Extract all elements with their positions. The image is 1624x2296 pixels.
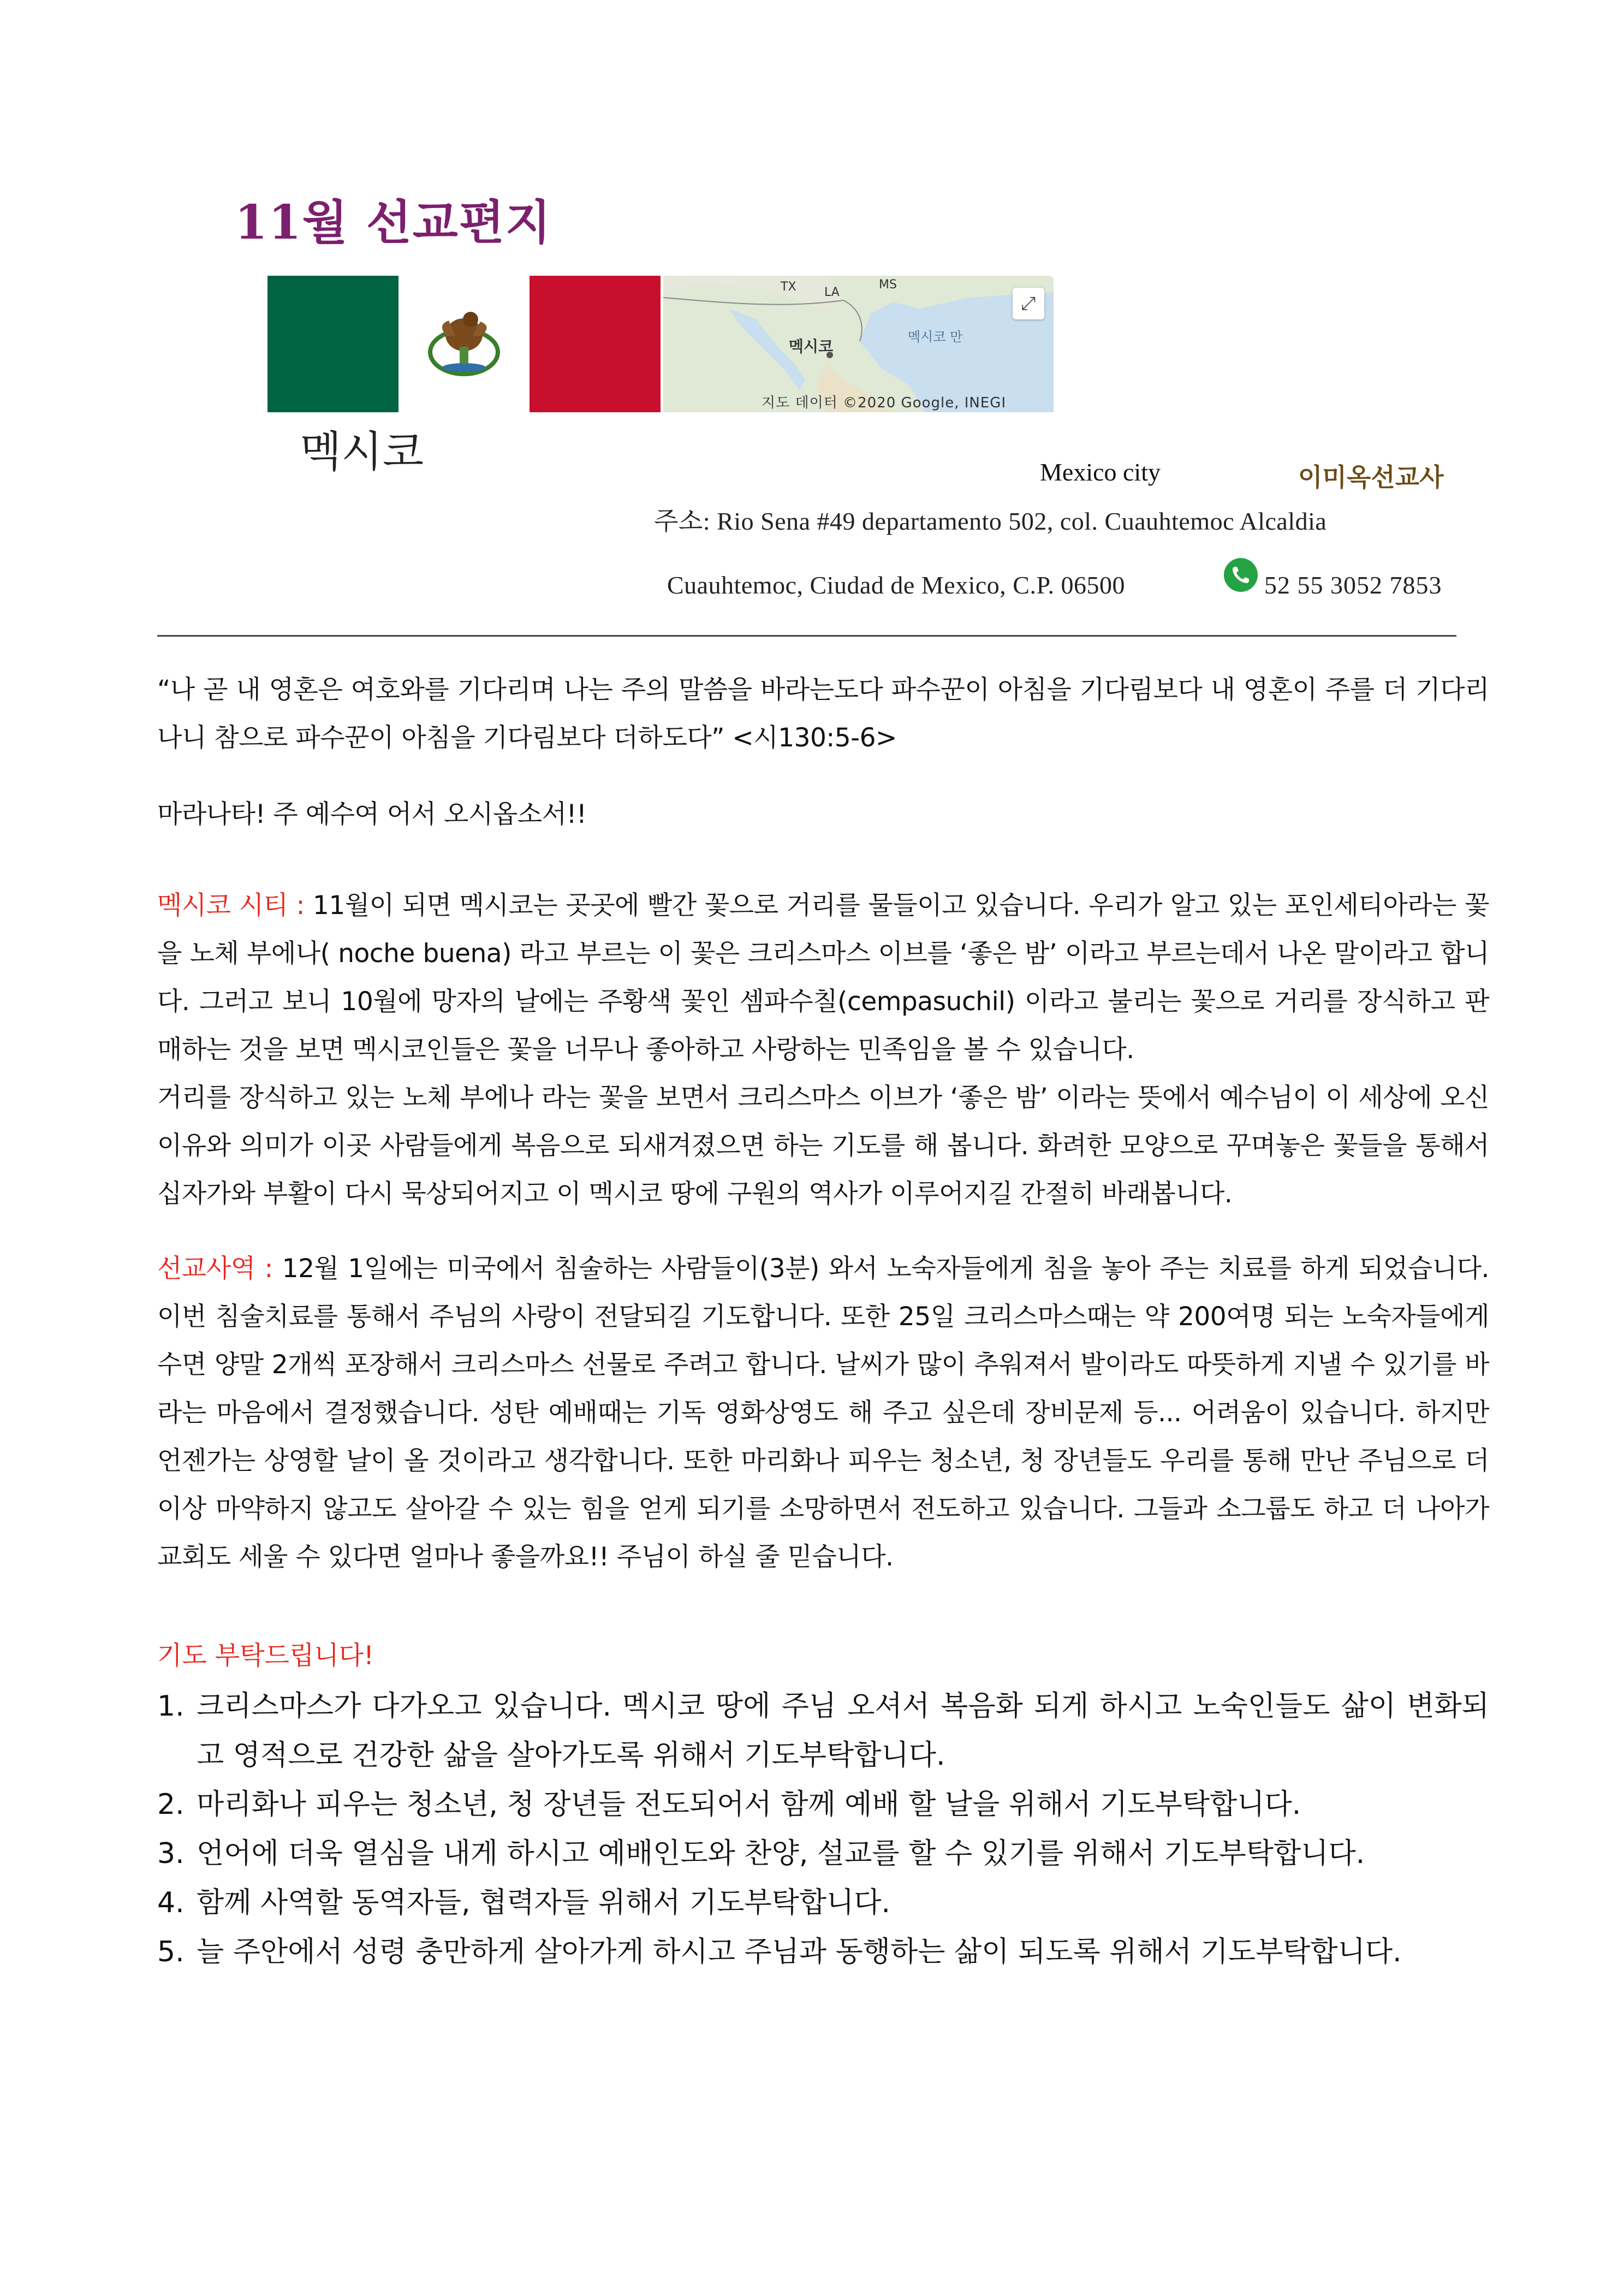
prayer-item-number: 1. bbox=[157, 1690, 185, 1723]
map-expand-button[interactable] bbox=[1013, 288, 1044, 319]
map-thumbnail[interactable] bbox=[663, 276, 1054, 412]
prayer-item bbox=[157, 1878, 1489, 1927]
missionary-name: 이미옥선교사 bbox=[1298, 462, 1444, 492]
prayer-item bbox=[157, 1780, 1489, 1829]
map-credit: 지도 데이터 ©2020 Google, INEGI bbox=[762, 395, 1007, 411]
phone-number: 52 55 3052 7853 bbox=[1264, 571, 1442, 599]
mexico-flag bbox=[267, 276, 661, 412]
prayer-item bbox=[157, 1829, 1489, 1878]
phone-icon bbox=[1224, 558, 1258, 592]
prayer-item-number: 3. bbox=[157, 1837, 185, 1870]
prayer-item bbox=[157, 1927, 1489, 1977]
country-label: 멕시코 bbox=[300, 428, 424, 477]
map-label-mexico: 멕시코 bbox=[789, 337, 834, 355]
divider bbox=[157, 635, 1456, 637]
section-mission-work-text: 12월 1일에는 미국에서 침술하는 사람들이(3분) 와서 노숙자들에게 침을 놓아 주는 치료를 하게 되었습니다. 이번 침술치료를 통해서 주님의 사랑이 전달되길 기도합니다. 또한 25일 크리스마스때는 약 200여명 되는 노숙자들에게 수면 양말 2개씩 포장해서 크리스마스 선물로 주려고 합니다. 날씨가 많이 추워져서 발이라도 따뜻하게 지낼 수 있기를 바라는 마음에서 결정했습니다. 성탄 예배때는 기독 영화상영도 해 주고 싶은데 장비문제 등... 어려움이 있습니다. 하지만 언젠가는 상영할 날이 올 것이라고 생각합니다. 또한 마리화나 피우는 청소년, 청 장년들도 우리를 통해 만난 주님으로 더 이상 마약하지 않고도 살아갈 수 있는 힘을 얻게 되기를 소망하면서 전도하고 있습니다. 그들과 소그룹도 하고 더 나아가 교회도 세울 수 있다면 얼마나 좋을까요!! 주님이 하실 줄 믿습니다. bbox=[157, 1254, 1489, 1572]
coat-of-arms-icon bbox=[398, 276, 530, 412]
map-label-tx: TX bbox=[781, 280, 796, 294]
section-mission-work-label: 선교사역 : bbox=[157, 1254, 273, 1284]
bible-verse: “나 곧 내 영혼은 여호와를 기다리며 나는 주의 말씀을 바라는도다 파수꾼이 아침을 기다림보다 내 영혼이 주를 더 기다리나니 참으로 파수꾼이 아침을 기다림보다 더하도다” <시130:5-6> bbox=[157, 675, 1489, 753]
flag-green-band bbox=[267, 276, 398, 412]
address-line-2: Cuauhtemoc, Ciudad de Mexico, C.P. 06500 bbox=[667, 571, 1125, 599]
address-line-1: 주소: Rio Sena #49 departamento 502, col. Cuauhtemoc Alcaldia bbox=[654, 507, 1327, 535]
prayer-item-text: 늘 주안에서 성령 충만하게 살아가게 하시고 주님과 동행하는 삶이 되도록 위해서 기도부탁합니다. bbox=[197, 1936, 1402, 1968]
prayer-item-number: 5. bbox=[157, 1936, 185, 1968]
map-label-gulf: 멕시코 만 bbox=[908, 329, 963, 345]
section-mexico-city-p2: 거리를 장식하고 있는 노체 부에나 라는 꽃을 보면서 크리스마스 이브가 ‘좋은 밤’ 이라는 뜻에서 예수님이 이 세상에 오신 이유와 의미가 이곳 사람들에게 복음으로 되새겨졌으면 하는 기도를 해 봅니다. 화려한 모양으로 꾸며놓은 꽃들을 통해서 십자가와 부활이 다시 묵상되어지고 이 멕시코 땅에 구원의 역사가 이루어지길 간절히 바래봅니다. bbox=[157, 1083, 1489, 1209]
section-mexico-city-p1: 11월이 되면 멕시코는 곳곳에 빨간 꽃으로 거리를 물들이고 있습니다. 우리가 알고 있는 포인세티아라는 꽃을 노체 부에나( noche buena) 라고 부르는 이 꽃은 크리스마스 이브를 ‘좋은 밤’ 이라고 부르는데서 나온 말이라고 합니다. 그러고 보니 10월에 망자의 날에는 주황색 꽃인 셈파수칠(cempasuchil) 이라고 불리는 꽃으로 거리를 장식하고 판매하는 것을 보면 멕시코인들은 꽃을 너무나 좋아하고 사랑하는 민족임을 볼 수 있습니다. bbox=[157, 891, 1489, 1065]
prayer-item-text: 언어에 더욱 열심을 내게 하시고 예배인도와 찬양, 설교를 할 수 있기를 위해서 기도부탁합니다. bbox=[197, 1837, 1365, 1870]
letter-title: 11월 선교편지 bbox=[235, 195, 552, 250]
section-mexico-city-label: 멕시코 시티 : bbox=[157, 891, 305, 921]
prayer-heading: 기도 부탁드립니다! bbox=[157, 1641, 374, 1671]
prayer-item-text: 마리화나 피우는 청소년, 청 장년들 전도되어서 함께 예배 할 날을 위해서 기도부탁합니다. bbox=[197, 1788, 1301, 1821]
greeting: 마라나타! 주 예수여 어서 오시옵소서!! bbox=[157, 799, 587, 829]
prayer-item-text: 크리스마스가 다가오고 있습니다. 멕시코 땅에 주님 오셔서 복음화 되게 하시고 노숙인들도 삶이 변화되고 영적으로 건강한 삶을 살아가도록 위해서 기도부탁합니다. bbox=[197, 1690, 1489, 1772]
prayer-item-number: 4. bbox=[157, 1886, 185, 1919]
expand-icon: ⤢ bbox=[1021, 293, 1036, 315]
prayer-item-number: 2. bbox=[157, 1788, 185, 1821]
flag-white-band bbox=[398, 276, 530, 412]
section-mission-work bbox=[157, 1245, 1489, 1581]
prayer-list bbox=[157, 1682, 1489, 1977]
map-label-la: LA bbox=[824, 286, 840, 299]
city-name: Mexico city bbox=[1040, 458, 1161, 486]
header-image bbox=[267, 276, 1054, 477]
section-mexico-city bbox=[157, 882, 1489, 1218]
prayer-item-text: 함께 사역할 동역자들, 협력자들 위해서 기도부탁합니다. bbox=[197, 1886, 891, 1919]
flag-red-band bbox=[530, 276, 661, 412]
prayer-item bbox=[157, 1682, 1489, 1780]
map-label-ms: MS bbox=[879, 278, 897, 292]
